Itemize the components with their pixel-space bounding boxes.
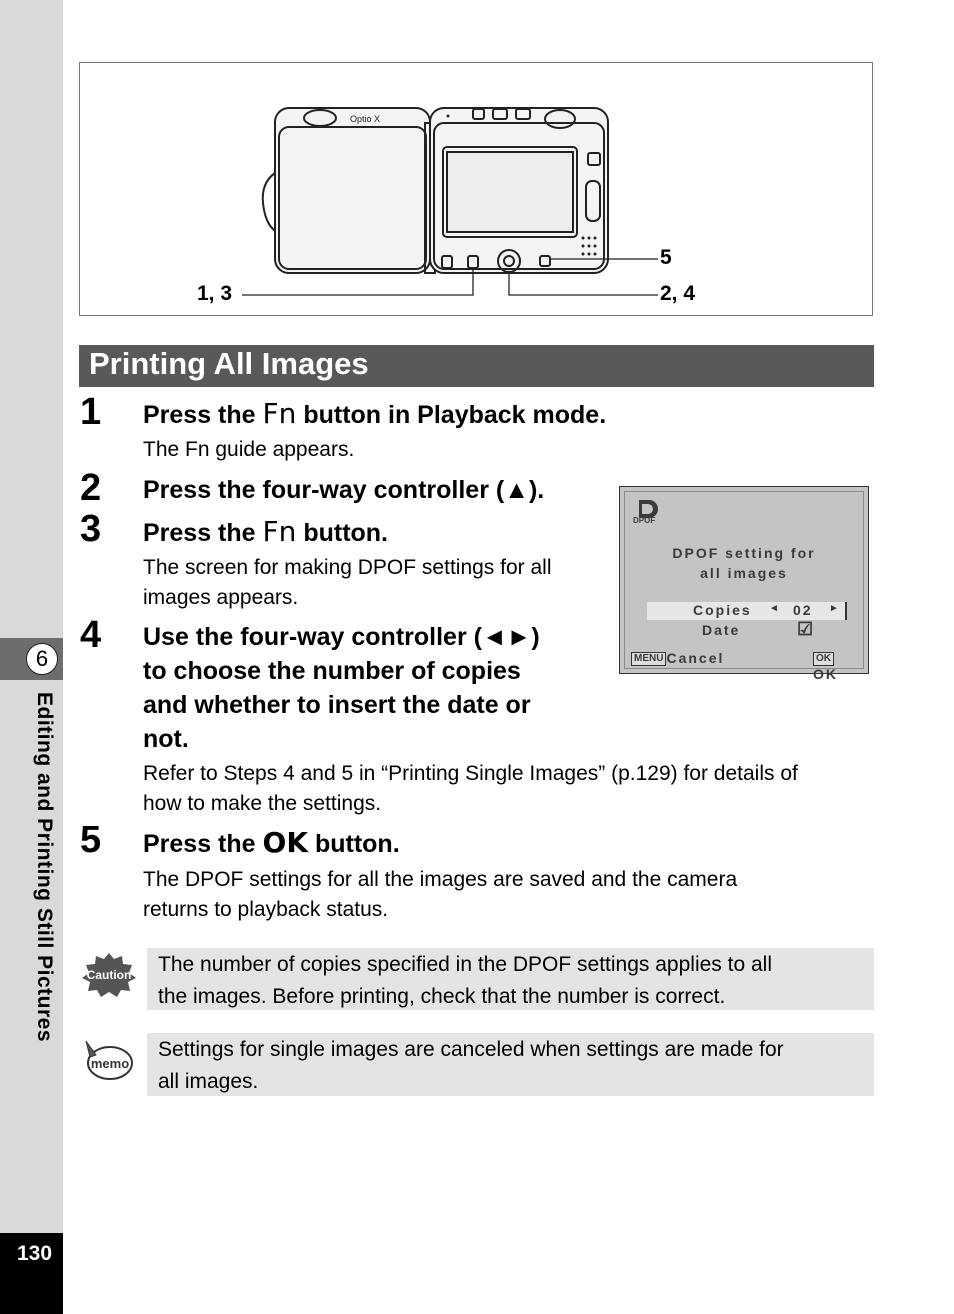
camera-figure [79,62,873,316]
step-2-number: 2 [80,467,102,509]
page-number-box [0,1233,63,1314]
ok-hint [813,650,863,682]
caution-note [147,948,874,1010]
memo-icon-label: memo [90,1056,130,1071]
step-1-body: The Fn guide appears. [143,438,355,461]
step-3-number: 3 [80,508,102,550]
dpof-screen [619,486,869,683]
step-3-body [143,553,552,613]
step-1-title-pre: Press the [143,401,263,429]
step-1-title-post: button in Playback mode. [296,401,607,429]
step-4-title [143,620,540,756]
cancel-hint [631,650,724,666]
step-3-title [143,515,388,550]
step-1-title [143,397,606,432]
right-arrow-icon: ► [829,603,841,614]
camera-illustration [80,63,872,315]
step-4-number: 4 [80,614,102,656]
step-5-title-post: button. [308,830,400,858]
date-label: Date [702,622,741,638]
memo-note [147,1033,874,1096]
fn-key-label: Fn [262,397,297,430]
callout-2-4: 2, 4 [660,282,696,305]
ok-key-icon: OK [813,652,834,666]
step-4-body-line: Refer to Steps 4 and 5 in “Printing Single Images” (p.129) for details of [143,762,798,785]
step-4-body-line: how to make the settings. [143,792,382,815]
step-3-body-line: The screen for making DPOF settings for all [143,556,552,579]
step-4-title-line: Use the four-way controller (◄►) [143,623,540,651]
dpof-title-line1: DPOF setting for [672,545,816,561]
caution-line: the images. Before printing, check that the number is correct. [158,985,726,1008]
step-4-body [143,759,798,819]
step-5-body-line: returns to playback status. [143,898,389,921]
fn-key-label: Fn [262,515,297,548]
dpof-title-line2: all images [700,565,788,581]
step-2-title: Press the four-way controller (▲). [143,476,545,504]
caution-icon-label: Caution [86,968,132,982]
menu-key-icon: MENU [631,652,666,666]
chapter-number: 6 [26,643,58,675]
chapter-title: Editing and Printing Still Pictures [33,692,56,1043]
memo-line: all images. [158,1070,259,1093]
step-4-title-line: and whether to insert the date or [143,691,531,719]
step-3-title-pre: Press the [143,519,263,547]
page-number: 130 [17,1242,53,1265]
step-5-number: 5 [80,819,102,861]
step-4-title-line: to choose the number of copies [143,657,521,685]
step-5-body [143,865,737,925]
copies-value: 02 [793,602,813,618]
section-heading [79,345,874,387]
date-checkbox-icon: ☑ [797,619,814,639]
memo-line: Settings for single images are canceled when settings are made for [158,1038,784,1061]
step-4-title-line: not. [143,725,189,753]
caution-line: The number of copies specified in the DPOF settings applies to all [158,953,772,976]
step-3-body-line: images appears. [143,586,299,609]
caution-icon [81,951,137,997]
step-5-title [143,826,400,861]
section-title: Printing All Images [89,346,369,381]
copies-label: Copies [693,602,752,618]
step-3-title-post: button. [296,519,389,547]
step-5-body-line: The DPOF settings for all the images are saved and the camera [143,868,738,891]
callout-1-3: 1, 3 [197,282,233,305]
memo-icon [82,1037,134,1083]
camera-brand: Optio X [350,114,381,124]
callout-5: 5 [660,246,672,269]
ok-label: OK [813,666,838,683]
ok-key-label: OK [262,826,309,859]
dpof-icon-label: DPOF [633,516,656,525]
cancel-label: Cancel [666,650,725,666]
step-1-number: 1 [80,391,102,433]
step-5-title-pre: Press the [143,830,263,858]
left-arrow-icon: ◄ [769,603,781,614]
